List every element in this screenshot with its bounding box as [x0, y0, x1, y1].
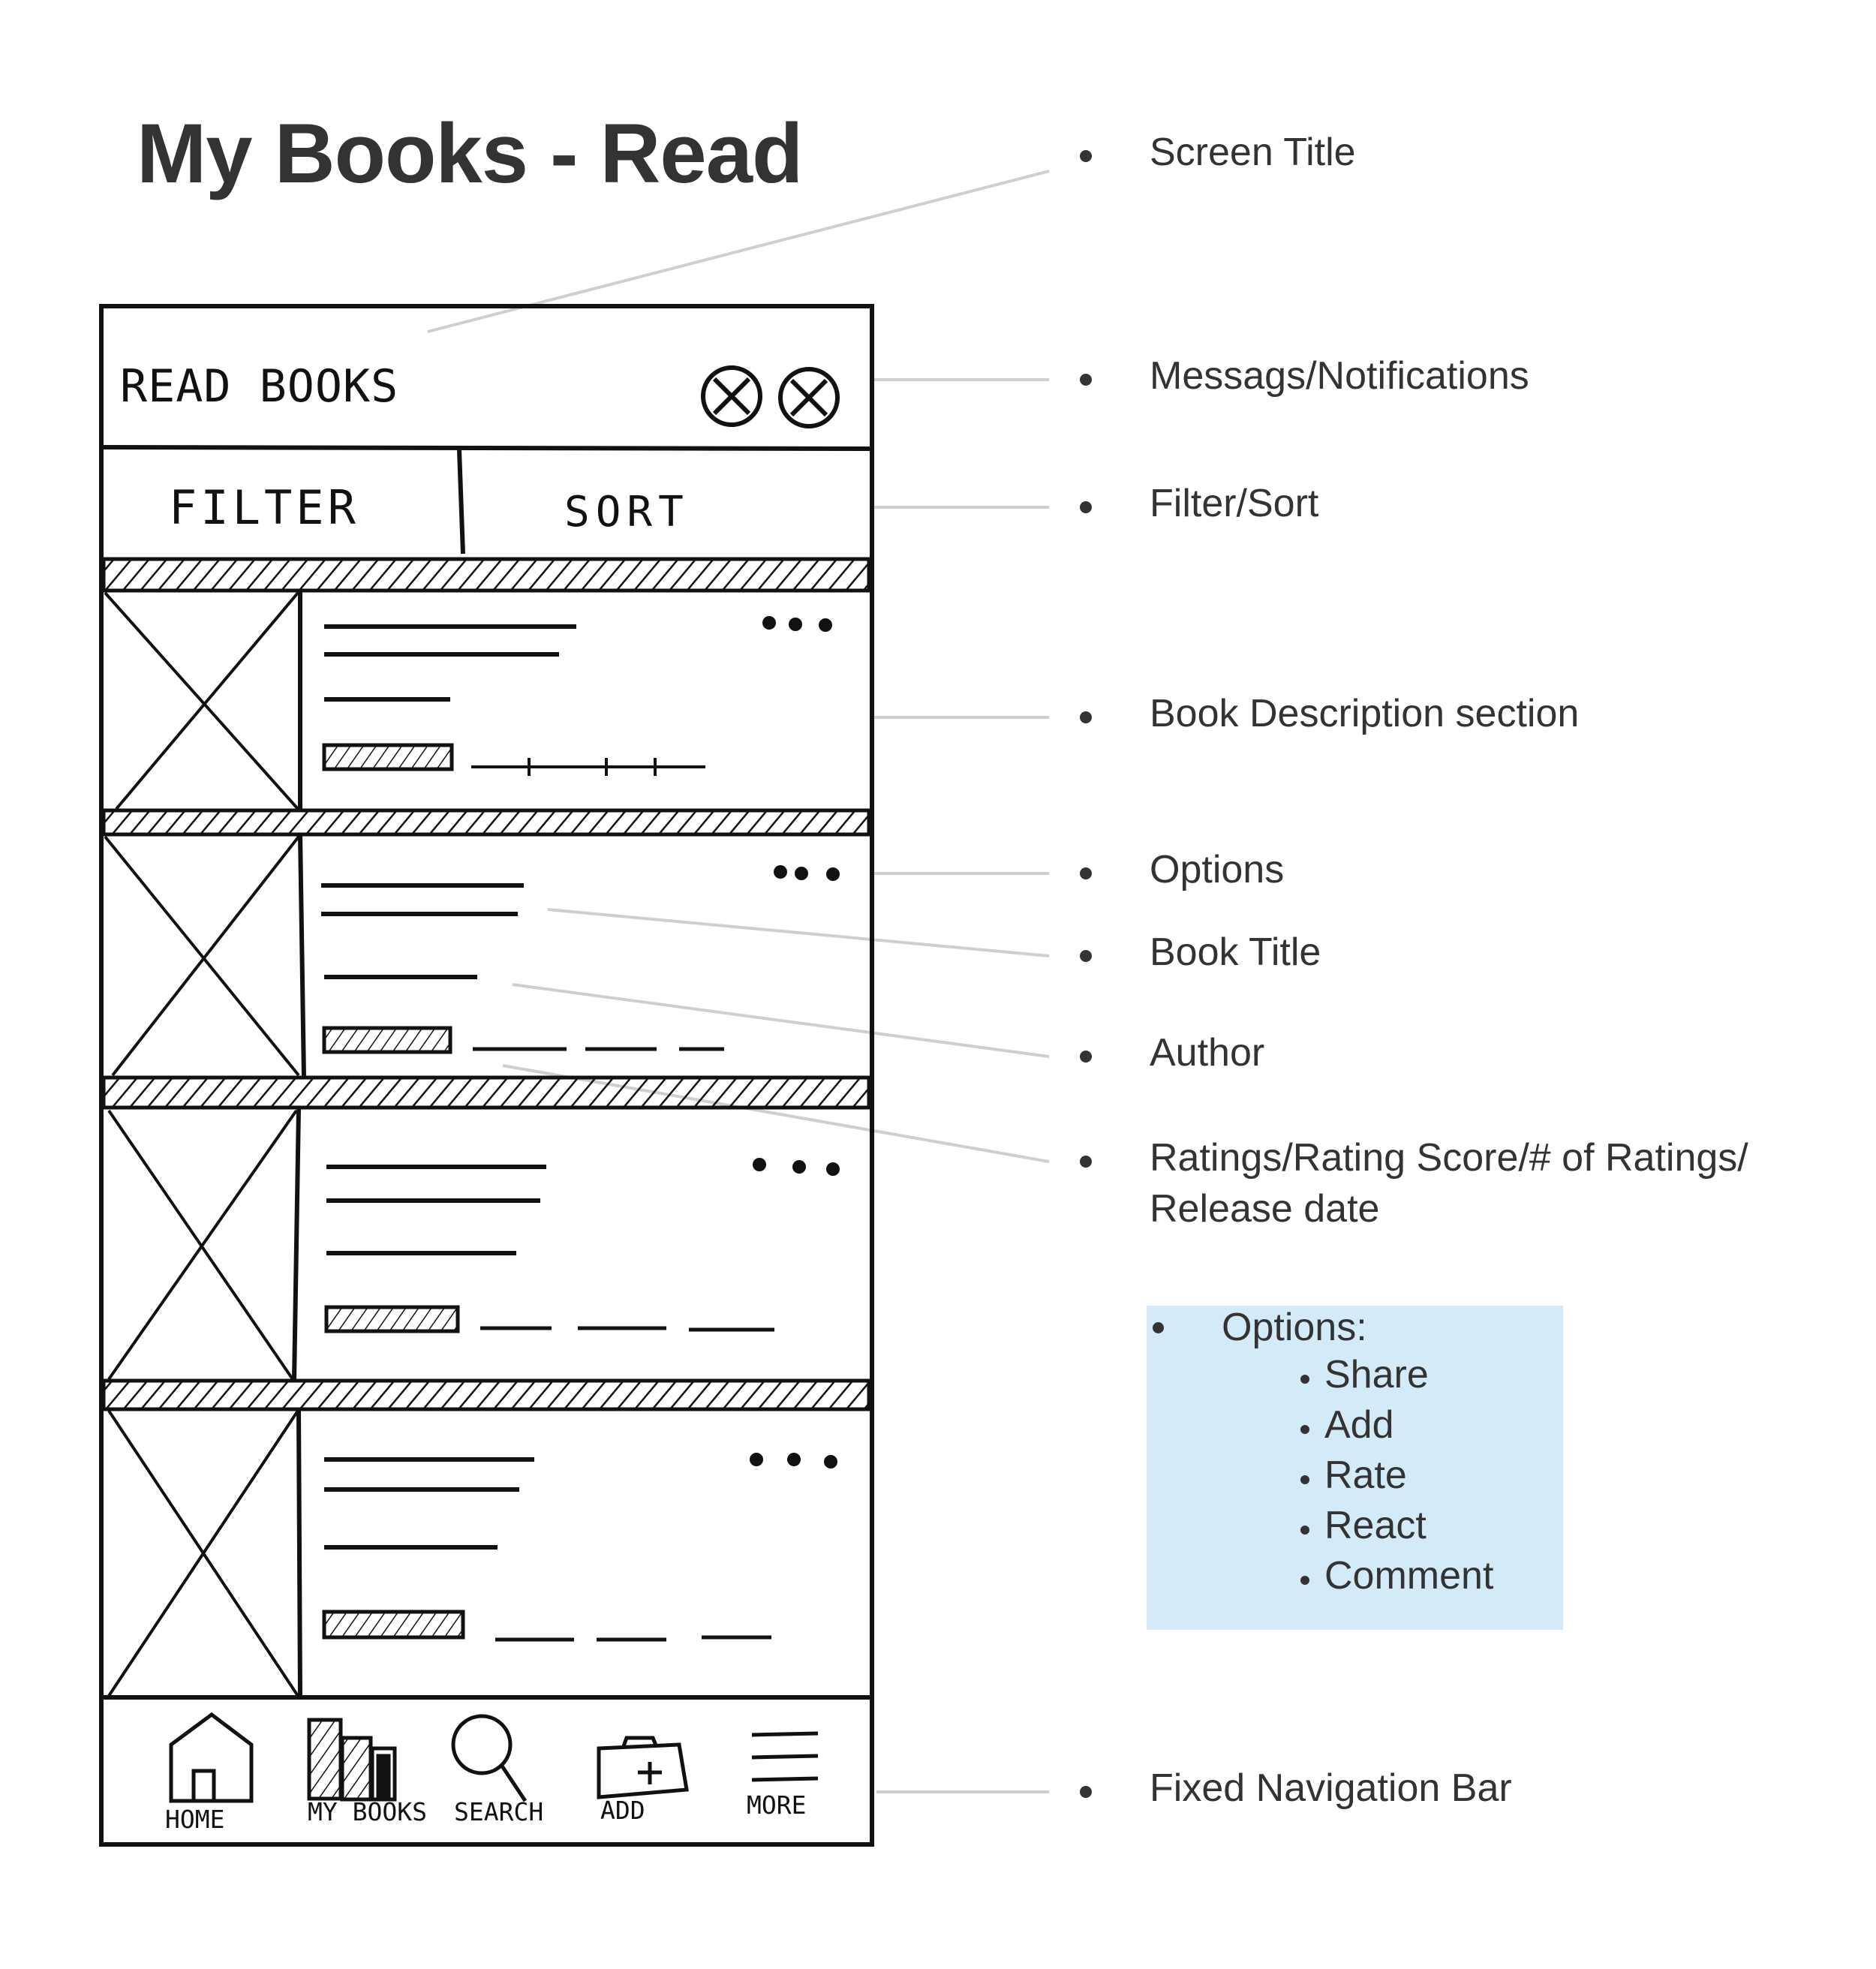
image-placeholder-icon	[109, 1111, 296, 1379]
option-comment: Comment	[1324, 1554, 1494, 1598]
annotation-bullets	[1080, 150, 1092, 1798]
annotation-book-title: Book Title	[1150, 930, 1321, 974]
rating-details	[480, 1328, 774, 1330]
more-options-icon	[762, 616, 832, 632]
annotation-screen-title: Screen Title	[1150, 131, 1356, 174]
rating-stars	[326, 1307, 458, 1331]
option-bullet	[1300, 1425, 1309, 1434]
options-note-heading: Options:	[1222, 1306, 1367, 1349]
rating-stars	[324, 1028, 450, 1052]
search-icon	[453, 1716, 525, 1801]
option-bullet	[1300, 1475, 1309, 1484]
annotation-ratings: Ratings/Rating Score/# of Ratings/	[1150, 1136, 1748, 1180]
nav-mybooks-label[interactable]: MY BOOKS	[308, 1797, 427, 1826]
annotation-author: Author	[1150, 1031, 1265, 1075]
option-add: Add	[1324, 1403, 1394, 1447]
more-options-icon	[774, 865, 840, 881]
notification-icon	[780, 369, 837, 426]
more-options-icon	[753, 1158, 840, 1176]
option-react: React	[1324, 1504, 1427, 1547]
book-row	[109, 1409, 837, 1697]
option-share: Share	[1324, 1353, 1429, 1396]
option-rate: Rate	[1324, 1453, 1407, 1497]
rating-stars	[324, 745, 452, 769]
annotation-description: Book Description section	[1150, 692, 1580, 735]
more-options-icon	[750, 1453, 837, 1468]
filter-button[interactable]: FILTER	[169, 480, 359, 535]
rating-details	[471, 758, 705, 776]
nav-home-label[interactable]: HOME	[165, 1805, 225, 1834]
phone-frame	[101, 306, 872, 1844]
image-placeholder-icon	[105, 837, 299, 1075]
home-icon	[171, 1715, 251, 1801]
image-placeholder-icon	[109, 1411, 298, 1696]
image-placeholder-icon	[105, 593, 298, 809]
menu-icon	[752, 1733, 818, 1780]
page-title: My Books - Read	[137, 107, 803, 200]
rating-stars	[324, 1612, 463, 1637]
message-icon	[703, 368, 760, 425]
books-icon	[309, 1720, 395, 1799]
app-screen-title: READ BOOKS	[120, 360, 399, 413]
annotation-options: Options	[1150, 848, 1285, 891]
book-row	[109, 1109, 840, 1381]
option-bullet	[1300, 1375, 1309, 1384]
nav-search-label[interactable]: SEARCH	[454, 1797, 544, 1826]
annotation-filter-sort: Filter/Sort	[1150, 482, 1319, 525]
header-divider	[101, 447, 874, 449]
add-icon	[599, 1738, 687, 1797]
leader-author	[513, 984, 1049, 1057]
rating-details	[495, 1637, 771, 1640]
leader-lines	[428, 171, 1049, 1792]
annotation-navbar: Fixed Navigation Bar	[1150, 1766, 1512, 1810]
book-row	[105, 591, 832, 810]
nav-more-label[interactable]: MORE	[747, 1790, 807, 1820]
annotation-notifications: Messags/Notifications	[1150, 354, 1529, 398]
option-bullet	[1300, 1576, 1309, 1585]
sort-button[interactable]: SORT	[564, 488, 690, 537]
book-row	[105, 834, 840, 1078]
leader-book-title	[548, 909, 1049, 956]
option-bullet	[1300, 1526, 1309, 1535]
filter-sort-divider	[459, 450, 463, 554]
nav-add-label[interactable]: ADD	[600, 1796, 645, 1825]
options-note-bullet	[1153, 1322, 1164, 1333]
annotation-release-date: Release date	[1150, 1187, 1380, 1231]
